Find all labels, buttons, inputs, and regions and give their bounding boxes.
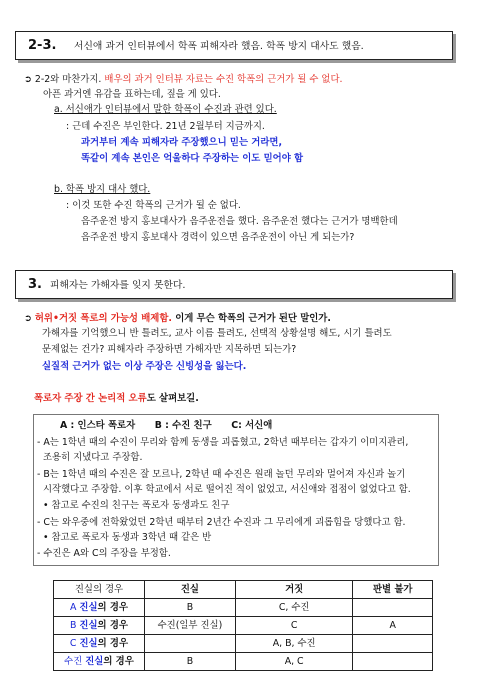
truth-cell xyxy=(144,635,235,653)
unknown-cell xyxy=(353,635,433,653)
table-row xyxy=(54,635,433,653)
section-header-3 xyxy=(15,270,453,299)
claim-line: - C는 와우중에 전학왔었던 2학년 때부터 2년간 수진과 그 무리에게 괴롭힘을 당했다고 함. xyxy=(37,517,406,528)
section-number: 2-3. xyxy=(28,38,57,53)
false-cell: C, 수진 xyxy=(235,599,352,617)
paragraph: 문제없는 건가? 피해자라 주장하면 가해자만 지목하면 되는가? xyxy=(42,344,297,355)
paragraph: 가해자를 기억했으니 반 틀려도, 교사 이름 틀려도, 선택적 상황설명 해도, 시기 틀려도 xyxy=(42,328,392,339)
arrow-right-icon: ➲ xyxy=(24,74,32,85)
section-number: 3. xyxy=(28,277,42,292)
claim-line: • 참고로 수진의 친구는 폭로자 동생과도 친구 xyxy=(37,500,230,511)
false-cell: C xyxy=(235,617,352,635)
column-header: 진실의 경우 xyxy=(54,581,145,599)
table-row xyxy=(54,653,433,671)
case-cell: B 진실의 경우 xyxy=(54,617,145,635)
point-a-text: 똑같이 계속 본인은 억울하다 주장하는 이도 믿어야 함 xyxy=(81,153,304,164)
table-row xyxy=(54,599,433,617)
point-b-text: 음주운전 방지 홍보대사가 음주운전을 했다. 음주운전 했다는 근거가 명백한데 xyxy=(81,216,398,227)
paragraph: 폭로자 주장 간 논리적 오류도 살펴보길. xyxy=(34,393,199,404)
case-cell: A 진실의 경우 xyxy=(54,599,145,617)
truth-cell: 수진(일부 진실) xyxy=(144,617,235,635)
case-cell: 수진 진실의 경우 xyxy=(54,653,145,671)
table-row xyxy=(54,617,433,635)
point-a-label: a. 서신애가 인터뷰에서 말한 학폭이 수진과 관련 있다. xyxy=(54,104,277,115)
section-title: 피해자는 가해자를 잊지 못한다. xyxy=(50,280,186,291)
point-b-label: b. 학폭 방지 대사 했다. xyxy=(54,184,151,195)
case-cell: C 진실의 경우 xyxy=(54,635,145,653)
truth-table xyxy=(53,580,433,671)
column-header: 거짓 xyxy=(235,581,352,599)
paragraph: ➲ 허위•거짓 폭로의 가능성 배제함. 이게 무슨 학폭의 근거가 된단 말인가. xyxy=(24,313,331,324)
arrow-right-icon: ➲ xyxy=(24,313,32,324)
point-b-text: : 이것 또한 수진 학폭의 근거가 될 순 없다. xyxy=(66,200,241,211)
point-b-text: 음주운전 방지 홍보대사 경력이 있으면 음주운전이 아닌 게 되는가? xyxy=(81,232,355,243)
unknown-cell xyxy=(353,653,433,671)
truth-cell: B xyxy=(144,653,235,671)
section-header-2-3 xyxy=(15,31,453,60)
false-cell: A, B, 수진 xyxy=(235,635,352,653)
paragraph: ➲ 2-2와 마찬가지. 배우의 과거 인터뷰 자료는 수진 학폭의 근거가 될 수 없다. xyxy=(24,74,343,85)
claim-line: - 수진은 A와 C의 주장을 부정함. xyxy=(37,548,171,559)
paragraph: 실질적 근거가 없는 이상 주장은 신빙성을 잃는다. xyxy=(42,361,247,372)
claim-line: - B는 1학년 때의 수진은 잘 모르나, 2학년 때 수진은 원래 놀던 무리와 멀어져 자신과 놀기 xyxy=(37,469,406,480)
column-header: 판별 불가 xyxy=(353,581,433,599)
claim-line: 시작했다고 주장함. 이후 학교에서 서로 떨어진 적이 없었고, 서신애와 접점이 없었다고 함. xyxy=(37,484,411,495)
claim-line: 조용히 지냈다고 주장함. xyxy=(37,452,143,463)
claim-line: - A는 1학년 때의 수진이 무리와 함께 동생을 괴롭혔고, 2학년 때부터는 갑자기 이미지관리, xyxy=(37,437,409,448)
unknown-cell xyxy=(353,599,433,617)
legend: A : 인스타 폭로자 B : 수진 친구 C: 서신애 xyxy=(60,420,273,431)
truth-cell: B xyxy=(144,599,235,617)
claim-line: • 참고로 폭로자 동생과 3학년 때 같은 반 xyxy=(37,532,212,543)
unknown-cell: A xyxy=(353,617,433,635)
point-a-text: 과거부터 계속 피해자라 주장했으니 믿는 거라면, xyxy=(81,137,283,148)
point-a-text: : 근데 수진은 부인한다. 21년 2월부터 지금까지. xyxy=(66,121,265,132)
column-header: 진실 xyxy=(144,581,235,599)
false-cell: A, C xyxy=(235,653,352,671)
section-title: 서신애 과거 인터뷰에서 학폭 피해자라 했음. 학폭 방지 대사도 했음. xyxy=(74,41,364,52)
table-header-row xyxy=(54,581,433,599)
paragraph: 아픈 과거엔 유감을 표하는데, 짚을 게 있다. xyxy=(43,89,221,100)
